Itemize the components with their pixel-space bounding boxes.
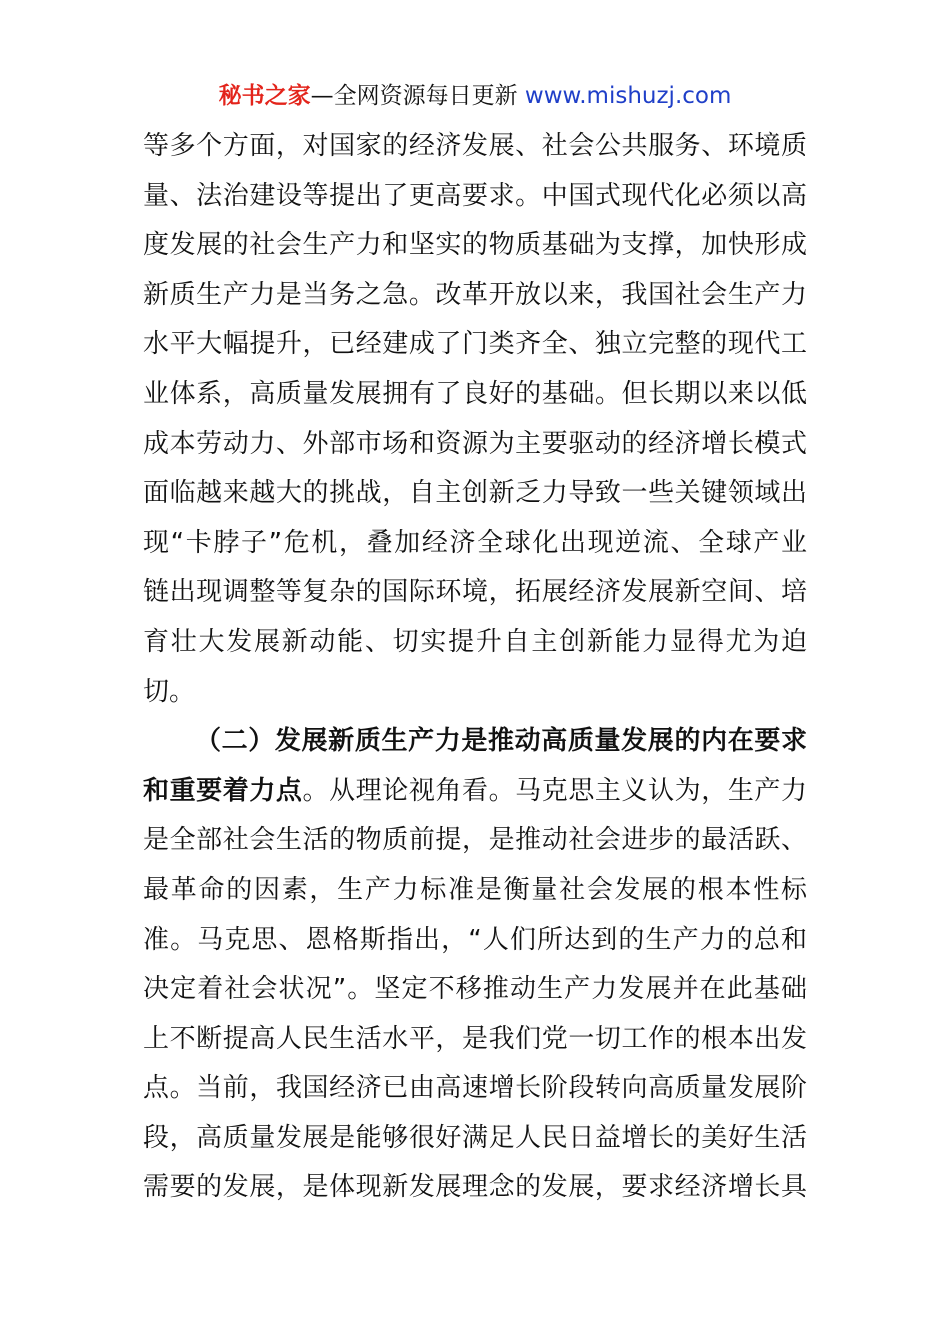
text-line: 新质生产力是当务之急。改革开放以来，我国社会生产力 — [143, 279, 807, 310]
text-line: 度发展的社会生产力和坚实的物质基础为支撑，加快形成 — [143, 230, 807, 261]
section-heading-continuation — [143, 767, 807, 817]
text-line: 量、法治建设等提出了更高要求。中国式现代化必须以高 — [143, 180, 807, 211]
section-heading-bold-part: 和重要着力点 — [143, 775, 303, 806]
text-line: 育壮大发展新动能、切实提升自主创新能力显得尤为迫 — [143, 626, 807, 657]
text-line: 点。当前，我国经济已由高速增长阶段转向高质量发展阶 — [143, 1073, 807, 1104]
text-line: 段，高质量发展是能够很好满足人民日益增长的美好生活 — [143, 1122, 807, 1153]
text-line: 最革命的因素，生产力标准是衡量社会发展的根本性标 — [143, 874, 807, 905]
text-line: 需要的发展，是体现新发展理念的发展，要求经济增长具 — [143, 1172, 807, 1203]
text-line: 是全部社会生活的物质前提，是推动社会进步的最活跃、 — [143, 825, 807, 856]
site-url[interactable]: www.mishuzj.com — [524, 83, 732, 109]
text-line: 成本劳动力、外部市场和资源为主要驱动的经济增长模式 — [143, 428, 807, 459]
text-line: 链出现调整等复杂的国际环境，拓展经济发展新空间、培 — [143, 577, 807, 608]
text-line: 等多个方面，对国家的经济发展、社会公共服务、环境质 — [143, 131, 807, 161]
site-header — [0, 80, 950, 112]
text-line: 准。马克思、恩格斯指出，“人们所达到的生产力的总和 — [143, 924, 807, 955]
text-line: 水平大幅提升，已经建成了门类齐全、独立完整的现代工 — [143, 329, 807, 360]
text-line: 切。 — [143, 676, 196, 707]
text-line: 现“卡脖子”危机，叠加经济全球化出现逆流、全球产业 — [143, 527, 807, 558]
header-tagline: —全网资源每日更新 — [310, 83, 525, 109]
text-line: 业体系，高质量发展拥有了良好的基础。但长期以来以低 — [143, 378, 807, 409]
text-line: 上不断提高人民生活水平，是我们党一切工作的根本出发 — [143, 1023, 807, 1054]
text-line: 决定着社会状况”。坚定不移推动生产力发展并在此基础 — [143, 974, 807, 1005]
document-body — [143, 122, 807, 1213]
section-heading-rest: 。从理论视角看。马克思主义认为，生产力 — [302, 775, 807, 806]
text-line: 面临越来越大的挑战，自主创新乏力导致一些关键领域出 — [143, 478, 807, 509]
brand-name: 秘书之家 — [218, 83, 311, 109]
section-heading: （二）发展新质生产力是推动高质量发展的内在要求 — [195, 726, 807, 757]
